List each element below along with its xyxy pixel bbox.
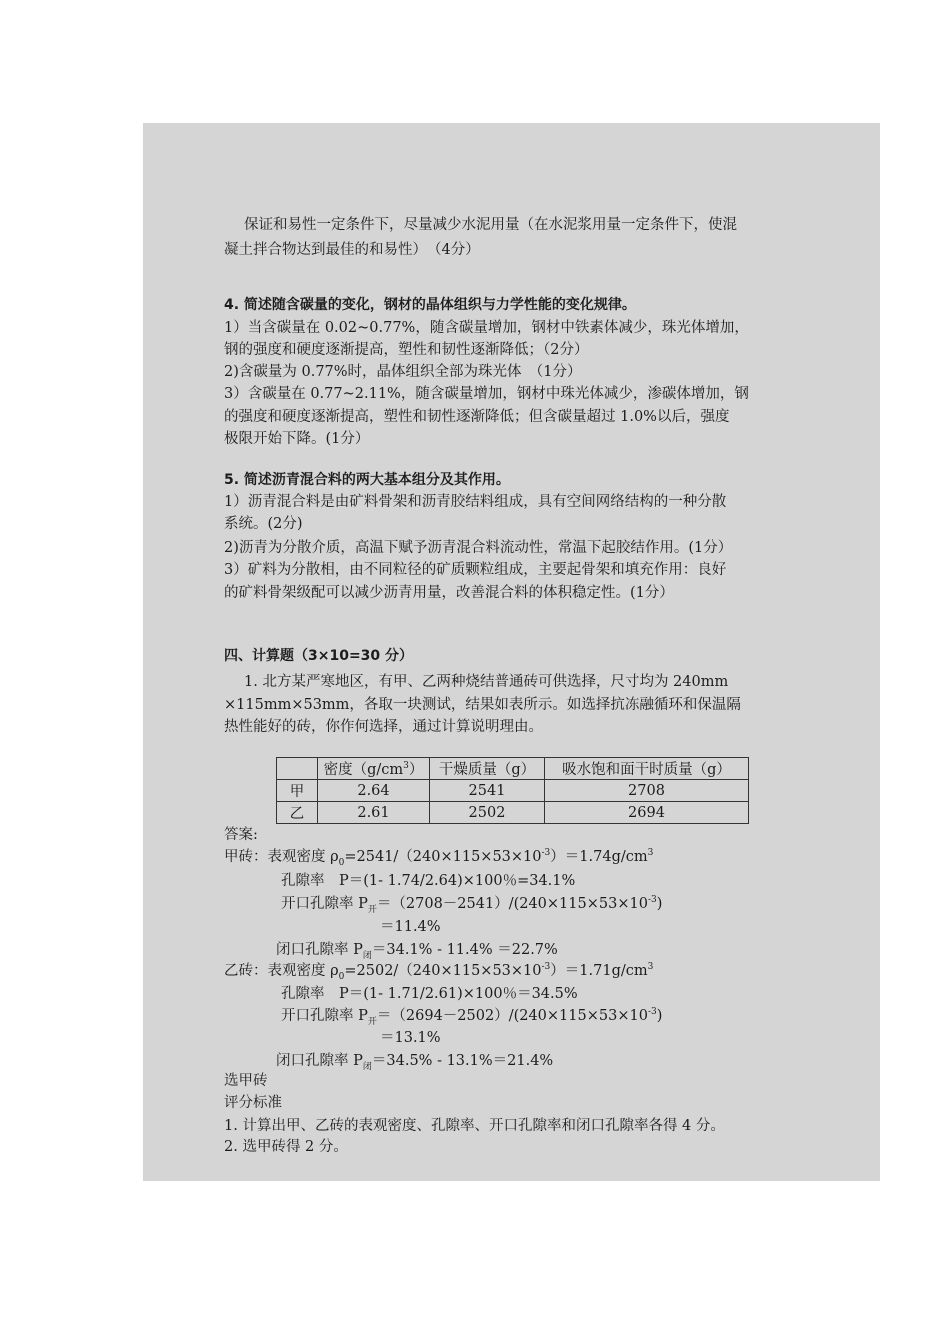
rho-subscript: 0 [338,971,345,982]
scanned-page [143,123,880,1181]
table-header-cell: 干燥质量（g） [430,758,545,780]
exponent: 3 [647,962,654,972]
formula-text: ＝（2708－2541）/(240×115×53×10 [376,896,648,912]
yi-closed-porosity-line [276,1051,553,1071]
section3-tail-line2: 凝土拌合物达到最佳的和易性） （4分） [224,242,480,258]
table-cell: 甲 [277,780,318,802]
table-cell: 2.61 [318,802,430,824]
closed-porosity-term: 闭口孔隙率 P [276,1053,363,1069]
criteria-item: 1. 计算出甲、乙砖的表观密度、孔隙率、开口孔隙率和闭口孔隙率各得 4 分。 [224,1118,725,1134]
answer-label: 答案: [224,827,258,843]
density-term: 表观密度 ρ [267,963,339,979]
density-header-close: ） [408,762,424,778]
q4-line: 1）当含碳量在 0.02~0.77%，随含碳量增加，钢材中铁素体减少，珠光体增加， [224,320,749,336]
table-row [277,802,749,824]
q5-line: 3）矿料为分散相，由不同粒径的矿质颗粒组成，主要起骨架和填充作用：良好 [224,562,727,578]
exponent: -3 [541,848,551,858]
formula-text: ＝（2694－2502）/(240×115×53×10 [376,1008,648,1024]
closed-porosity-term: 闭口孔隙率 P [276,942,363,958]
q5-title: 5. 简述沥青混合料的两大基本组分及其作用。 [224,472,510,488]
calc-q1-line: ×115mm×53mm，各取一块测试，结果如表所示。如选择抗冻融循环和保温隔 [224,697,741,713]
density-term: 表观密度 ρ [267,849,339,865]
q5-line: 1）沥青混合料是由矿料骨架和沥青胶结料组成，具有空间网络结构的一种分散 [224,494,727,510]
q5-line: 的矿料骨架级配可以减少沥青用量，改善混合料的体积稳定性。(1分） [224,585,674,601]
formula-text: =2541/（240×115×53×10 [344,849,542,865]
yi-open-porosity-line [281,1006,662,1026]
yi-density-line [224,961,653,981]
jia-porosity-line: 孔隙率 P＝(1- 1.74/2.64)×100％=34.1% [281,873,576,889]
yi-open-porosity-result: ＝13.1% [380,1030,441,1046]
exponent: -3 [647,1007,657,1017]
q4-line: 2)含碳量为 0.77%时，晶体组织全部为珠光体 （1分） [224,364,582,380]
formula-text: ）＝1.71g/cm [550,963,648,979]
q4-line: 3）含碳量在 0.77~2.11%，随含碳量增加，钢材中珠光体减少，渗碳体增加，钢 [224,386,749,402]
jia-label: 甲砖： [224,849,268,865]
yi-label: 乙砖： [224,963,268,979]
table-header-cell: 吸水饱和面干时质量（g） [545,758,749,780]
table-cell: 2694 [545,802,749,824]
table-cell: 2541 [430,780,545,802]
table-cell: 2.64 [318,780,430,802]
rho-subscript: 0 [338,857,345,868]
closed-subscript: 闭 [362,950,372,961]
section4-title: 四、计算题（3×10=30 分） [224,648,414,664]
table-header-row [277,758,749,780]
formula-text: ）＝1.74g/cm [550,849,648,865]
table-cell: 乙 [277,802,318,824]
jia-closed-porosity-line [276,940,558,960]
criteria-item: 2. 选甲砖得 2 分。 [224,1139,348,1155]
q5-line: 2)沥青为分散介质，高温下赋予沥青混合料流动性，常温下起胶结作用。(1分） [224,540,733,556]
open-subscript: 开 [367,904,377,915]
table-row [277,780,749,802]
yi-porosity-line: 孔隙率 P＝(1- 1.71/2.61)×100％＝34.5% [281,986,578,1002]
calc-q1-line: 1. 北方某严寒地区，有甲、乙两种烧结普通砖可供选择，尺寸均为 240mm [244,674,729,690]
exponent: -3 [647,895,657,905]
brick-data-table [276,757,749,824]
q4-line: 的强度和硬度逐渐提高，塑性和韧性逐渐降低；但含碳量超过 1.0%以后，强度 [224,409,730,425]
q5-line: 系统。(2分) [224,516,303,532]
open-porosity-term: 开口孔隙率 P [281,896,368,912]
table-cell: 2708 [545,780,749,802]
jia-open-porosity-result: ＝11.4% [380,919,441,935]
exponent: -3 [541,962,551,972]
exponent: 3 [647,848,654,858]
table-header-cell [277,758,318,780]
open-subscript: 开 [367,1016,377,1027]
q4-title: 4. 简述随含碳量的变化，钢材的晶体组织与力学性能的变化规律。 [224,297,636,313]
table-cell: 2502 [430,802,545,824]
jia-open-porosity-line [281,894,662,914]
formula-text: ) [656,896,663,912]
table-header-cell [318,758,430,780]
formula-text: =2502/（240×115×53×10 [344,963,542,979]
open-porosity-term: 开口孔隙率 P [281,1008,368,1024]
q4-line: 极限开始下降。(1分） [224,431,370,447]
calc-q1-line: 热性能好的砖，你作何选择，通过计算说明理由。 [224,719,543,735]
formula-text: ) [656,1008,663,1024]
choice-line: 选甲砖 [224,1073,268,1089]
formula-text: ＝34.5% - 13.1%＝21.4% [371,1053,554,1069]
closed-subscript: 闭 [362,1061,372,1072]
section3-tail-line1: 保证和易性一定条件下，尽量减少水泥用量（在水泥浆用量一定条件下，使混 [244,217,737,233]
density-header-text: 密度（g/cm [323,762,404,778]
criteria-title: 评分标准 [224,1095,282,1111]
density-unit-superscript: 3 [403,761,409,771]
jia-density-line [224,847,653,867]
formula-text: ＝34.1% - 11.4% ＝22.7% [371,942,558,958]
q4-line: 钢的强度和硬度逐渐提高，塑性和韧性逐渐降低；（2分） [224,342,589,358]
